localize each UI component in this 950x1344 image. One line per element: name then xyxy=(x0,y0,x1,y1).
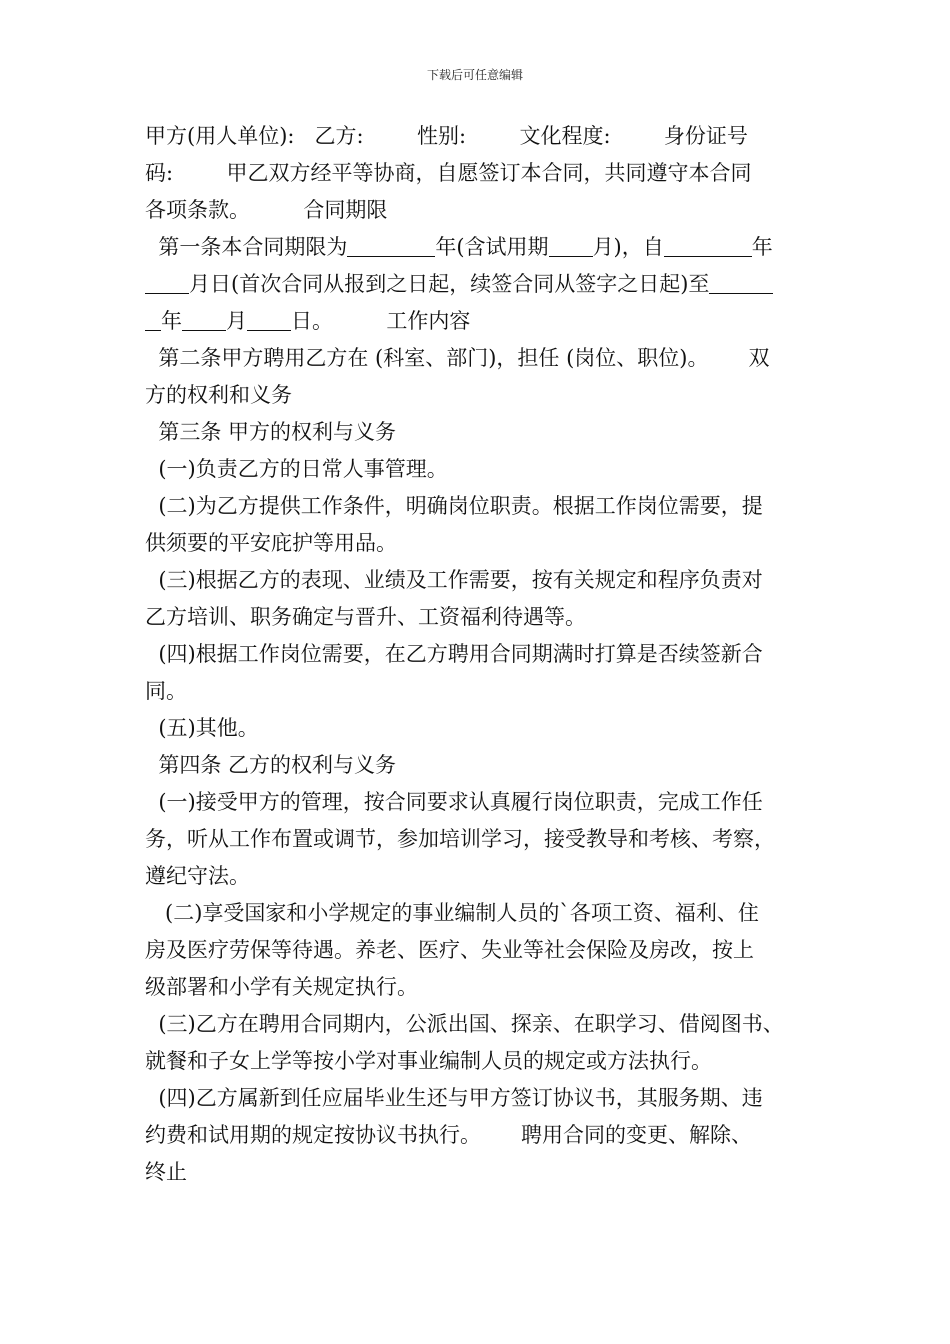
article-1-text-f: 年 xyxy=(161,309,182,333)
party-info-line-3: 各项条款。 合同期限 xyxy=(145,198,388,222)
article-3-item-4-line-1: (四)根据工作岗位需要，在乙方聘用合同期满时打算是否续签新合 xyxy=(145,642,763,666)
article-3-item-2-line-2: 供须要的平安庇护等用品。 xyxy=(145,531,397,555)
article-4-item-2-line-2: 房及医疗劳保等待遇。养老、医疗、失业等社会保险及房改，按上 xyxy=(145,938,754,962)
article-2-line-1: 第二条甲方聘用乙方在 (科室、部门)，担任 (岗位、职位)。 双 xyxy=(145,346,770,370)
party-info-line-2: 码: 甲乙双方经平等协商，自愿签订本合同，共同遵守本合同 xyxy=(145,161,752,185)
probation-months-blank xyxy=(549,234,593,257)
article-3-item-2-line-1: (二)为乙方提供工作条件，明确岗位职责。根据工作岗位需要，提 xyxy=(145,494,763,518)
article-1-text-h: 日。 工作内容 xyxy=(291,309,471,333)
article-4-item-3-line-2: 就餐和子女上学等按小学对事业编制人员的规定或方法执行。 xyxy=(145,1049,712,1073)
end-date-blank-part1 xyxy=(709,271,773,294)
end-date-blank-part2 xyxy=(145,308,161,331)
article-1-text-b: 年(含试用期 xyxy=(435,235,549,259)
article-3-item-3-line-1: (三)根据乙方的表现、业绩及工作需要，按有关规定和程序负责对 xyxy=(145,568,763,592)
article-3-item-3-line-2: 乙方培训、职务确定与晋升、工资福利待遇等。 xyxy=(145,605,586,629)
article-1-text-g: 月 xyxy=(226,309,247,333)
article-1-text-c: 月)，自 xyxy=(592,235,664,259)
article-1-line-3 xyxy=(145,303,813,340)
article-3-title: 第三条 甲方的权利与义务 xyxy=(145,420,397,444)
article-1-text-d: 年 xyxy=(751,235,773,259)
article-3-item-1: (一)负责乙方的日常人事管理。 xyxy=(145,457,448,481)
article-4-item-1-line-3: 遵纪守法。 xyxy=(145,864,250,888)
article-2-line-2: 方的权利和义务 xyxy=(145,383,292,407)
article-1-text-e: 月日(首次合同从报到之日起，续签合同从签字之日起)至 xyxy=(189,272,710,296)
page-header-note: 下载后可任意编辑 xyxy=(426,68,523,82)
article-4-item-2-line-1: (二)享受国家和小学规定的事业编制人员的`各项工资、福利、住 xyxy=(145,901,759,925)
article-3-item-5: (五)其他。 xyxy=(145,716,259,740)
end-day-blank xyxy=(247,308,291,331)
party-info-line-1: 甲方(用人单位): 乙方: 性别: 文化程度: 身份证号 xyxy=(145,124,748,148)
article-4-item-4-line-3: 终止 xyxy=(145,1160,187,1184)
article-4-item-2-line-3: 级部署和小学有关规定执行。 xyxy=(145,975,418,999)
start-year-blank xyxy=(664,234,752,257)
article-4-item-1-line-2: 务，听从工作布置或调节，参加培训学习，接受教导和考核、考察， xyxy=(145,827,775,851)
article-4-item-3-line-1: (三)乙方在聘用合同期内，公派出国、探亲、在职学习、借阅图书、 xyxy=(145,1012,784,1036)
article-4-title: 第四条 乙方的权利与义务 xyxy=(145,753,397,777)
article-4-item-1-line-1: (一)接受甲方的管理，按合同要求认真履行岗位职责，完成工作任 xyxy=(145,790,763,814)
article-3-item-4-line-2: 同。 xyxy=(145,679,187,703)
term-years-blank xyxy=(347,234,435,257)
article-1-line-1 xyxy=(145,229,813,266)
article-4-item-4-line-1: (四)乙方属新到任应届毕业生还与甲方签订协议书，其服务期、违 xyxy=(145,1086,763,1110)
end-month-blank xyxy=(182,308,226,331)
start-month-blank xyxy=(145,271,189,294)
article-1-line-2 xyxy=(145,266,813,303)
article-1-text-a: 第一条本合同期限为 xyxy=(145,235,348,259)
contract-body xyxy=(145,118,813,1191)
article-4-item-4-line-2: 约费和试用期的规定按协议书执行。 聘用合同的变更、解除、 xyxy=(145,1123,753,1147)
